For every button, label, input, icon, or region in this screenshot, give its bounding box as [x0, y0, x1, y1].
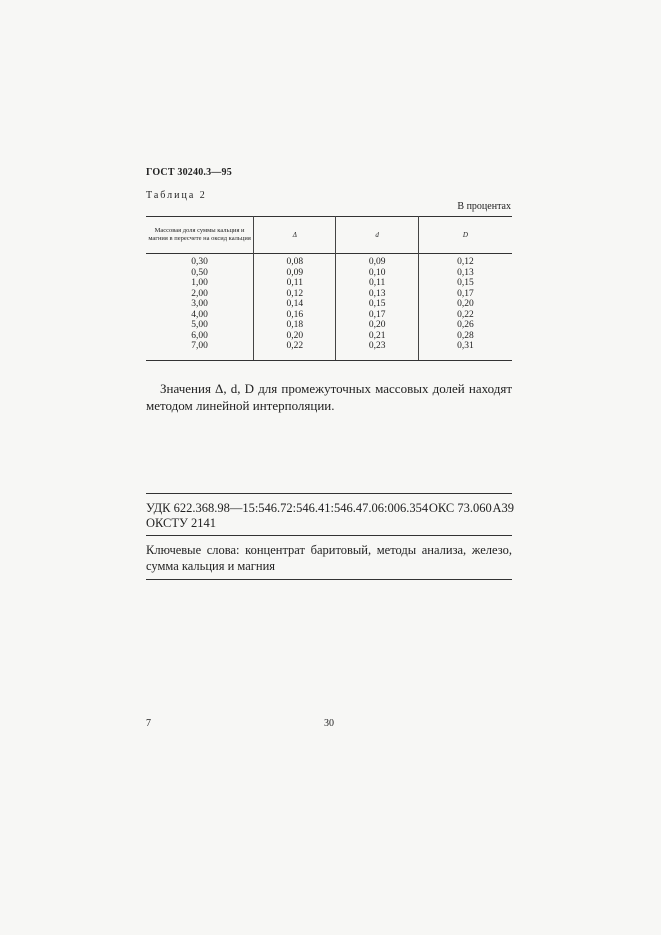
- table-cell: 0,22: [418, 310, 512, 321]
- table-cell: 0,16: [254, 310, 336, 321]
- table-header-row: [146, 217, 512, 254]
- table-cell: 0,11: [336, 278, 418, 289]
- table-row: [146, 254, 512, 268]
- table-cell: 0,20: [418, 299, 512, 310]
- interpolation-note: Значения Δ, d, D для промежуточных массовых долей находят методом линейной интерполяции.: [146, 381, 512, 413]
- column-header-d-small: d: [336, 217, 418, 254]
- divider-top: [146, 493, 512, 494]
- table-cell: 0,18: [254, 320, 336, 331]
- udc-block: [146, 501, 514, 531]
- table-cell: 0,09: [336, 254, 418, 268]
- table-cell: 0,11: [254, 278, 336, 289]
- table-cell: 0,08: [254, 254, 336, 268]
- column-header-mass-fraction: Массовая доля суммы кальция и магния в пересчете на оксид кальция: [146, 217, 254, 254]
- table-cell: 7,00: [146, 341, 254, 360]
- table-cell: 3,00: [146, 299, 254, 310]
- table-cell: 0,12: [418, 254, 512, 268]
- data-table: [146, 216, 512, 361]
- group-code: А39: [492, 501, 514, 515]
- okstu-code: ОКСТУ 2141: [146, 516, 217, 530]
- table-cell: 0,20: [336, 320, 418, 331]
- table-cell: 0,15: [418, 278, 512, 289]
- table-row: [146, 268, 512, 279]
- table-row: [146, 299, 512, 310]
- table-cell: 4,00: [146, 310, 254, 321]
- footer-mark: 7: [146, 718, 151, 729]
- table-cell: 0,26: [418, 320, 512, 331]
- table-cell: 0,30: [146, 254, 254, 268]
- column-header-delta: Δ: [254, 217, 336, 254]
- oks-code: ОКС 73.060: [428, 501, 492, 515]
- table-cell: 0,13: [418, 268, 512, 279]
- table-units: В процентах: [457, 201, 511, 212]
- table-cell: 0,22: [254, 341, 336, 360]
- divider-middle: [146, 535, 512, 536]
- table-cell: 0,15: [336, 299, 418, 310]
- table-cell: 0,14: [254, 299, 336, 310]
- table-cell: 0,17: [418, 289, 512, 300]
- table-cell: 5,00: [146, 320, 254, 331]
- table-row: [146, 320, 512, 331]
- column-header-d-capital: D: [418, 217, 512, 254]
- table-caption: Таблица 2: [146, 190, 207, 201]
- table-cell: 0,23: [336, 341, 418, 360]
- table-row: [146, 310, 512, 321]
- page-number: 30: [324, 718, 334, 729]
- udc-code: УДК 622.368.98—15:546.72:546.41:546.47.06:006.354: [146, 501, 429, 515]
- udc-line: [146, 501, 514, 516]
- table-cell: 0,21: [336, 331, 418, 342]
- table-cell: 0,31: [418, 341, 512, 360]
- table-row: [146, 331, 512, 342]
- table-row: [146, 341, 512, 360]
- table-row: [146, 278, 512, 289]
- table-cell: 0,10: [336, 268, 418, 279]
- table-cell: 0,12: [254, 289, 336, 300]
- table-cell: 0,13: [336, 289, 418, 300]
- keywords: Ключевые слова: концентрат баритовый, методы анализа, железо, сумма кальция и магния: [146, 543, 512, 573]
- divider-bottom: [146, 579, 512, 580]
- table-cell: 0,09: [254, 268, 336, 279]
- table-cell: 0,20: [254, 331, 336, 342]
- table-cell: 6,00: [146, 331, 254, 342]
- table-cell: 0,17: [336, 310, 418, 321]
- table-row: [146, 289, 512, 300]
- standard-header: ГОСТ 30240.3—95: [146, 167, 232, 178]
- table-cell: 2,00: [146, 289, 254, 300]
- table-cell: 0,50: [146, 268, 254, 279]
- table-cell: 1,00: [146, 278, 254, 289]
- table-cell: 0,28: [418, 331, 512, 342]
